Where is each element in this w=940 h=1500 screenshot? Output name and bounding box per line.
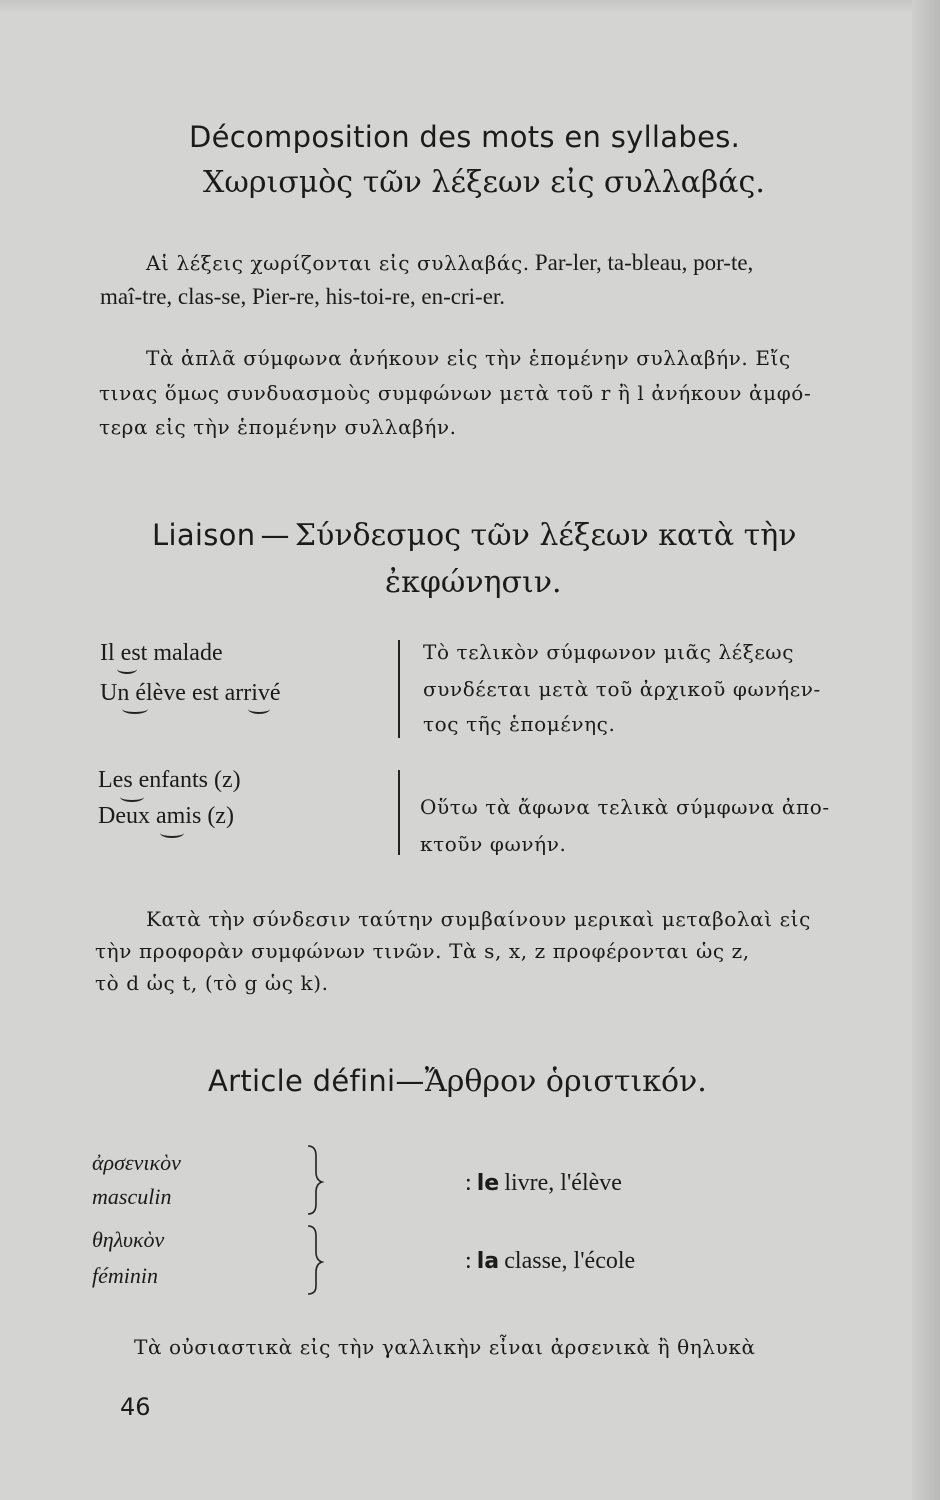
liaison-example-1: Il est malade — [100, 640, 223, 666]
heading-liaison-dash: — — [260, 518, 290, 552]
page-number: 46 — [120, 1393, 151, 1421]
brace-masc — [308, 1146, 322, 1214]
page-right-edge — [912, 0, 940, 1500]
heading-liaison-french: Liaison — [152, 518, 256, 552]
liaison-explanation-2-line1: Οὕτω τὰ ἄφωνα τελικὰ σύμφωνα ἀπο- — [420, 795, 830, 819]
liaison-explanation-1-line1: Τὸ τελικὸν σύμφωνον μιᾶς λέξεως — [423, 640, 795, 664]
brace-line — [398, 640, 400, 738]
colon: : — [465, 1170, 472, 1196]
para4-line1: Τὰ οὐσιαστικὰ εἰς τὴν γαλλικὴν εἶναι ἀρσενικὰ ἢ θηλυκὰ — [134, 1335, 756, 1359]
heading-syllables-greek: Χωρισμὸς τῶν λέξεων εἰς συλλαβάς. — [203, 165, 765, 200]
article-masc-examples: livre, l'élève — [504, 1170, 622, 1196]
para1-line1 — [146, 250, 753, 276]
brace-line — [398, 770, 400, 855]
colon: : — [465, 1248, 472, 1274]
liaison-example-2: Un élève est arrivé — [100, 680, 281, 706]
liaison-explanation-2-line2: κτοῦν φωνήν. — [420, 832, 567, 856]
label-fem-greek: θηλυκὸν — [92, 1227, 165, 1252]
brace-group — [300, 1140, 330, 1300]
heading-article-dash: — — [395, 1064, 425, 1098]
para2-line1: Τὰ ἁπλᾶ σύμφωνα ἀνήκουν εἰς τὴν ἑπομένην συλλαβήν. Εἴς — [146, 346, 791, 370]
para3-line2: τὴν προφορὰν συμφώνων τινῶν. Τὰ s, x, z προφέρονται ὡς z, — [95, 939, 750, 963]
liaison-tie — [248, 704, 270, 714]
heading-syllables-french: Décomposition des mots en syllabes. — [189, 120, 741, 154]
liaison-tie — [122, 704, 148, 714]
label-fem-french: féminin — [92, 1263, 158, 1288]
liaison-example-3: Les enfants (z) — [98, 767, 241, 793]
para1-latin: Par-ler, ta-bleau, por-te, — [534, 250, 754, 275]
para3-line1: Κατὰ τὴν σύνδεσιν ταύτην συμβαίνουν μερικαὶ μεταβολαὶ εἰς — [146, 907, 811, 931]
liaison-tie — [117, 664, 137, 674]
article-fem-examples: classe, l'école — [504, 1248, 636, 1274]
heading-liaison-greek-line2: ἐκφώνησιν. — [385, 565, 562, 600]
para1-greek: Αἱ λέξεις χωρίζονται εἰς συλλαβάς. — [146, 251, 530, 275]
liaison-example-4: Deux amis (z) — [98, 803, 234, 829]
para2-line2: τινας ὅμως συνδυασμοὺς συμφώνων μετὰ τοῦ r ἢ l ἀνήκουν ἀμφό- — [99, 381, 812, 405]
article-la: la — [476, 1249, 500, 1274]
article-masc-row — [465, 1170, 622, 1197]
liaison-tie — [160, 828, 184, 838]
heading-article — [208, 1064, 707, 1099]
label-masc-french: masculin — [92, 1184, 172, 1209]
heading-article-french: Article défini — [208, 1064, 396, 1098]
liaison-explanation-1-line3: τος τῆς ἑπομένης. — [423, 712, 616, 736]
article-fem-row — [465, 1248, 635, 1275]
heading-article-greek: Ἄρθρον ὁριστικόν. — [424, 1064, 707, 1099]
para1-line2: maî-tre, clas-se, Pier-re, his-toi-re, en-cri-er. — [100, 284, 506, 309]
liaison-explanation-1-line2: συνδέεται μετὰ τοῦ ἀρχικοῦ φωνήεν- — [423, 677, 821, 701]
article-le: le — [476, 1171, 500, 1196]
liaison-tie — [120, 792, 144, 802]
brace-fem — [308, 1226, 322, 1294]
page-top-edge — [0, 0, 940, 14]
para3-line3: τὸ d ὡς t, (τὸ g ὡς k). — [95, 971, 329, 995]
heading-liaison-greek: Σύνδεσμος τῶν λέξεων κατὰ τὴν — [294, 518, 797, 553]
label-masc-greek: ἀρσενικὸν — [92, 1150, 181, 1175]
para2-line3: τερα εἰς τὴν ἑπομένην συλλαβήν. — [99, 415, 457, 439]
heading-liaison — [152, 518, 796, 553]
